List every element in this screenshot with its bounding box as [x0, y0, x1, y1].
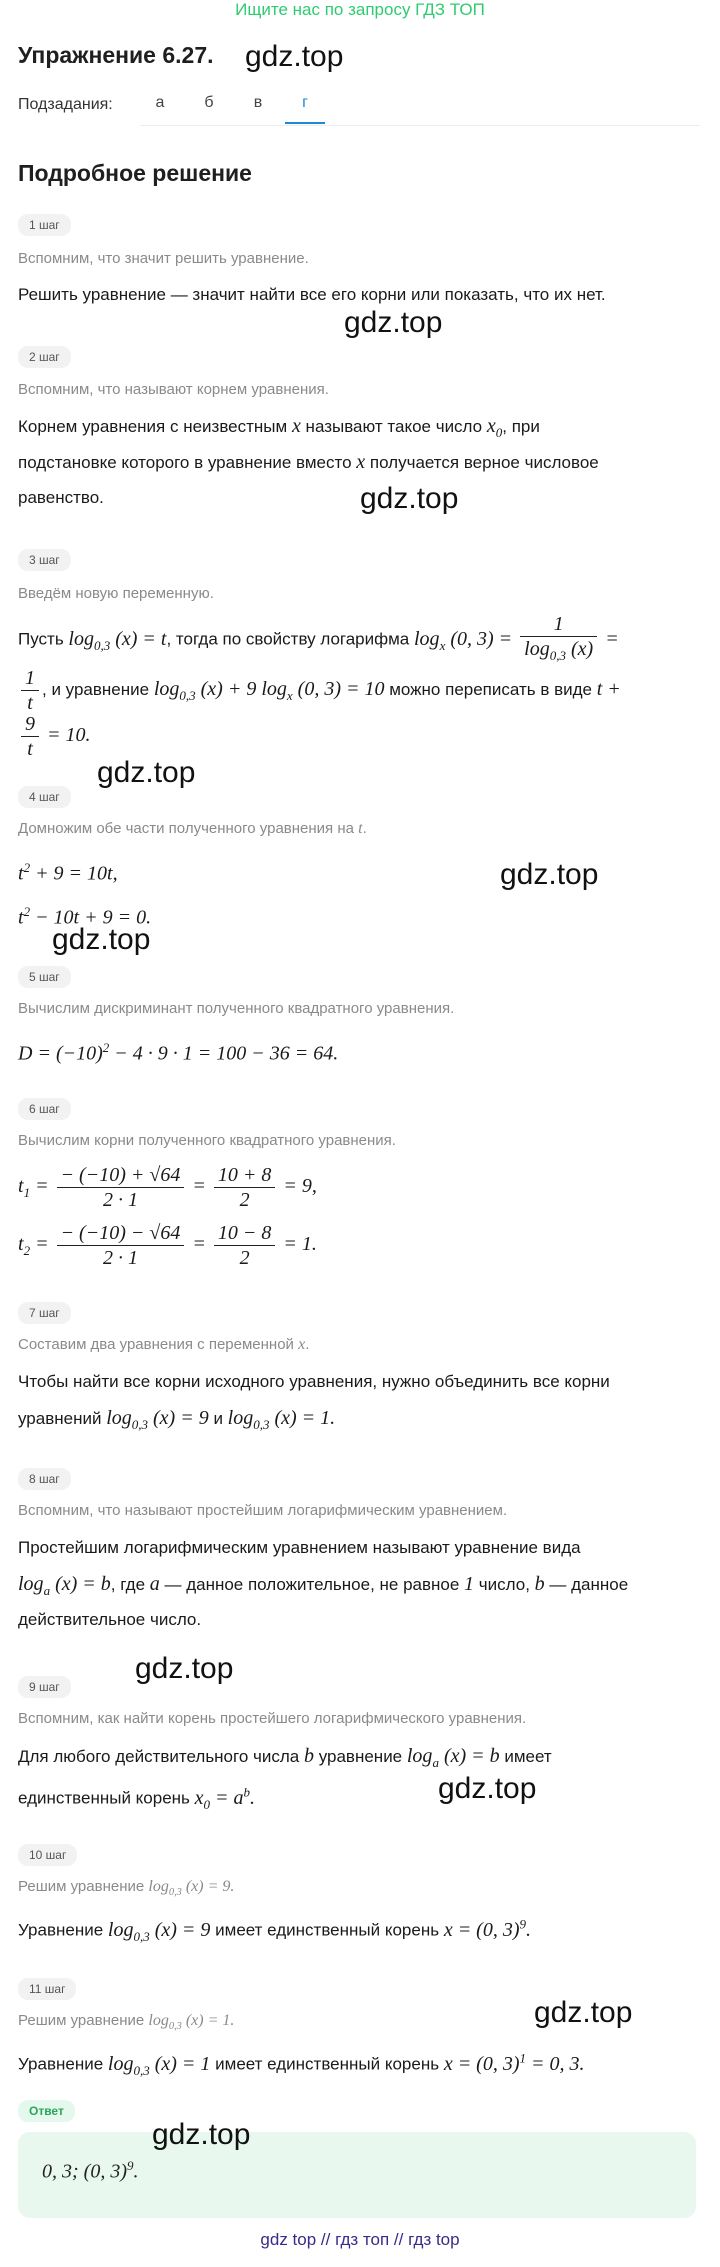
equation: $t_1$ = $\frac{- (-10) + √64}{2 \cdot 1}$ = $\frac{10 + 8}{2}$ = 9,: [18, 1163, 317, 1211]
step-text: подстановке которого в уравнение вместо x получается верное числовое: [18, 451, 599, 473]
answer-value: 0, 3; (0, 3)$^9$.: [42, 2158, 139, 2183]
subtask-tab-a[interactable]: а: [155, 94, 165, 111]
equation: $t_2$ = $\frac{- (-10) - √64}{2 \cdot 1}$ = $\frac{10 - 8}{2}$ = 1.: [18, 1221, 317, 1269]
step-badge: 8 шаг: [18, 1468, 71, 1490]
watermark: gdz.top: [135, 1652, 234, 1685]
step-hint: Решим уравнение $\log_{0,3} (x) = 1$.: [18, 2012, 235, 2033]
subtask-tab-g[interactable]: г: [285, 94, 325, 124]
step-text: уравнений $\log_{0,3} (x) = 9$ и $\log_{0,3} (x) = 1$.: [18, 1407, 336, 1432]
subtask-tab-b[interactable]: б: [204, 94, 214, 111]
step-text: $\frac{1}{t}$ , и уравнение $\log_{0,3} (x) + 9$ $\log_x (0$, 3) = 10 можно переписать в виде t +: [18, 666, 698, 715]
answer-badge: Ответ: [18, 2100, 75, 2122]
step-text: Уравнение $\log_{0,3} (x) = 1$ имеет единственный корень x = (0, 3)$^1$ = 0, 3.: [18, 2050, 585, 2078]
step-text: Чтобы найти все корни исходного уравнения, нужно объединить все корни: [18, 1372, 610, 1391]
watermark: gdz.top: [500, 858, 599, 891]
step-text: $\log_a (x) = b$, где a — данное положительное, не равное 1 число, b — данное: [18, 1573, 629, 1598]
watermark: gdz.top: [245, 40, 344, 73]
step-badge: 6 шаг: [18, 1098, 71, 1120]
solution-title: Подробное решение: [18, 160, 252, 186]
search-banner[interactable]: Ищите нас по запросу ГДЗ ТОП: [235, 0, 485, 19]
equation: $t^2 - 10t + 9 = 0$.: [18, 904, 152, 929]
step-hint: Вспомним, что называют простейшим логарифмическим уравнением.: [18, 1502, 508, 1519]
step-badge: 7 шаг: [18, 1302, 71, 1324]
watermark: gdz.top: [534, 1996, 633, 2029]
step-badge: 1 шаг: [18, 214, 71, 236]
step-text: Уравнение $\log_{0,3} (x) = 9$ имеет единственный корень x = (0, 3)$^9$.: [18, 1916, 532, 1944]
step-badge: 5 шаг: [18, 966, 71, 988]
footer-links[interactable]: gdz top // гдз топ // гдз top: [260, 2230, 460, 2249]
step-badge: 10 шаг: [18, 1844, 77, 1866]
step-hint: Вспомним, что значит решить уравнение.: [18, 250, 309, 267]
exercise-title: Упражнение 6.27.: [18, 42, 214, 68]
step-hint: Домножим обе части полученного уравнения на t.: [18, 820, 367, 837]
step-hint: Вспомним, как найти корень простейшего логарифмического уравнения.: [18, 1710, 527, 1727]
step-text: единственный корень $x_0 = a^b$.: [18, 1784, 256, 1812]
subtask-tab-v[interactable]: в: [253, 94, 263, 111]
step-text: действительное число.: [18, 1610, 202, 1629]
watermark: gdz.top: [97, 756, 196, 789]
watermark: gdz.top: [360, 482, 459, 515]
step-badge: 9 шаг: [18, 1676, 71, 1698]
step-badge: 2 шаг: [18, 346, 71, 368]
watermark: gdz.top: [438, 1772, 537, 1805]
step-text: Пусть $\log_{0,3} (x) = t$, тогда по свойству логарифма $\log_x (0$, 3) = $\frac{1}{\log_{0,3} (x)}$ =: [18, 613, 619, 663]
step-text: Простейшим логарифмическим уравнением называют уравнение вида: [18, 1538, 581, 1557]
step-text: $\frac{9}{t}$ = 10.: [18, 712, 698, 761]
watermark: gdz.top: [152, 2118, 251, 2151]
step-badge: 11 шаг: [18, 1978, 76, 2000]
step-text: Корнем уравнения с неизвестным x называют такое число $x_0$, при: [18, 415, 540, 440]
step-hint: Вычислим корни полученного квадратного уравнения.: [18, 1132, 396, 1149]
step-hint: Составим два уравнения с переменной x.: [18, 1336, 310, 1353]
equation: $D = (-10)^2 - 4 \cdot 9 \cdot 1 = 100 - 36 = 64$.: [18, 1040, 339, 1065]
equation: $t^2 + 9 = 10t$,: [18, 860, 118, 885]
step-badge: 3 шаг: [18, 549, 71, 571]
step-hint: Вспомним, что называют корнем уравнения.: [18, 381, 329, 398]
step-hint: Решим уравнение $\log_{0,3} (x) = 9$.: [18, 1878, 235, 1899]
tabs-divider: [140, 125, 700, 126]
step-text: Для любого действительного числа b уравнение $\log_a (x) = b$ имеет: [18, 1745, 552, 1770]
step-hint: Введём новую переменную.: [18, 585, 214, 602]
step-badge: 4 шаг: [18, 786, 71, 808]
step-text: Решить уравнение — значит найти все его корни или показать, что их нет.: [18, 285, 606, 304]
step-text: равенство.: [18, 488, 104, 507]
watermark: gdz.top: [344, 306, 443, 339]
subtasks-label: Подзадания:: [18, 96, 113, 113]
watermark: gdz.top: [52, 923, 151, 956]
step-hint: Вычислим дискриминант полученного квадратного уравнения.: [18, 1000, 455, 1017]
